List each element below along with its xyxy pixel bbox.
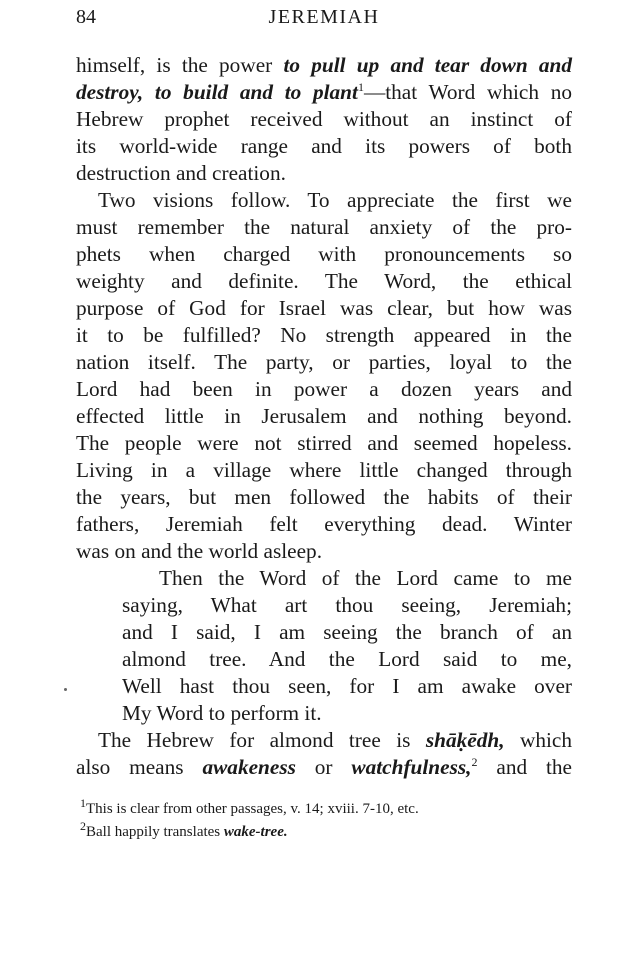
page-header xyxy=(76,6,572,36)
quote-line: Well hast thou seen, for I am awake over xyxy=(122,674,572,698)
stray-mark xyxy=(64,688,67,691)
italic-phrase: shāḳēdh, xyxy=(425,728,505,752)
italic-phrase: destroy, to build and to plant xyxy=(76,80,358,104)
text-line: it to be fulfilled? No strength appeared in the xyxy=(76,323,572,347)
footnote-mark: 1 xyxy=(80,796,86,810)
text-line: was on and the world asleep. xyxy=(76,539,323,563)
italic-phrase: watchfulness, xyxy=(351,755,472,779)
text-line: its world-wide range and its powers of both xyxy=(76,134,572,158)
italic-phrase: wake-tree. xyxy=(223,824,288,840)
text-line: purpose of God for Israel was clear, but how was xyxy=(76,296,572,320)
text-line: fathers, Jeremiah felt everything dead. Winter xyxy=(76,512,572,536)
quote-line: Then the Word of the Lord came to me xyxy=(159,566,572,590)
text-line: The people were not stirred and seemed hopeless. xyxy=(76,431,572,455)
text-line: also means awakeness or watchfulness,$^2$ and the xyxy=(76,754,572,779)
text-line: destruction and creation. xyxy=(76,161,286,185)
text-line: Hebrew prophet received without an instinct of xyxy=(76,107,572,131)
text-line: effected little in Jerusalem and nothing beyond. xyxy=(76,404,572,428)
running-head: JEREMIAH xyxy=(268,6,380,28)
text-line: must remember the natural anxiety of the pro- xyxy=(76,215,572,239)
text-line: himself, is the power to pull up and tear down and xyxy=(76,53,573,77)
quote-line: saying, What art thou seeing, Jeremiah; xyxy=(122,593,572,617)
footnote-ref: 2 xyxy=(471,754,478,769)
italic-phrase: awakeness xyxy=(202,755,296,779)
quote-line: and I said, I am seeing the branch of an xyxy=(122,620,572,644)
text-line: phets when charged with pronouncements so xyxy=(76,242,572,266)
page-number: 84 xyxy=(76,6,96,28)
text-line: the years, but men followed the habits of their xyxy=(76,485,572,509)
footnote-ref: 1 xyxy=(357,79,364,94)
quote-line: My Word to perform it. xyxy=(122,701,322,725)
text-line: weighty and definite. The Word, the ethical xyxy=(76,269,572,293)
text-line: destroy, to build and to plant$^1$—that Word which no xyxy=(76,79,572,104)
text-line: Lord had been in power a dozen years and xyxy=(76,377,572,401)
footnote-1: $^1$This is clear from other passages, v. 14; xviii. 7-10, etc. xyxy=(80,796,419,817)
text-line: The Hebrew for almond tree is shāḳēdh, which xyxy=(98,728,573,752)
footnote-2: $^2$Ball happily translates wake-tree. xyxy=(80,819,288,840)
footnote-mark: 2 xyxy=(80,819,86,833)
text-line: Two visions follow. To appreciate the first we xyxy=(98,188,572,212)
text-line: Living in a village where little changed through xyxy=(76,458,572,482)
italic-phrase: to pull up and tear down and xyxy=(283,53,573,77)
text-line: nation itself. The party, or parties, loyal to the xyxy=(76,350,572,374)
quote-line: almond tree. And the Lord said to me, xyxy=(122,647,572,671)
